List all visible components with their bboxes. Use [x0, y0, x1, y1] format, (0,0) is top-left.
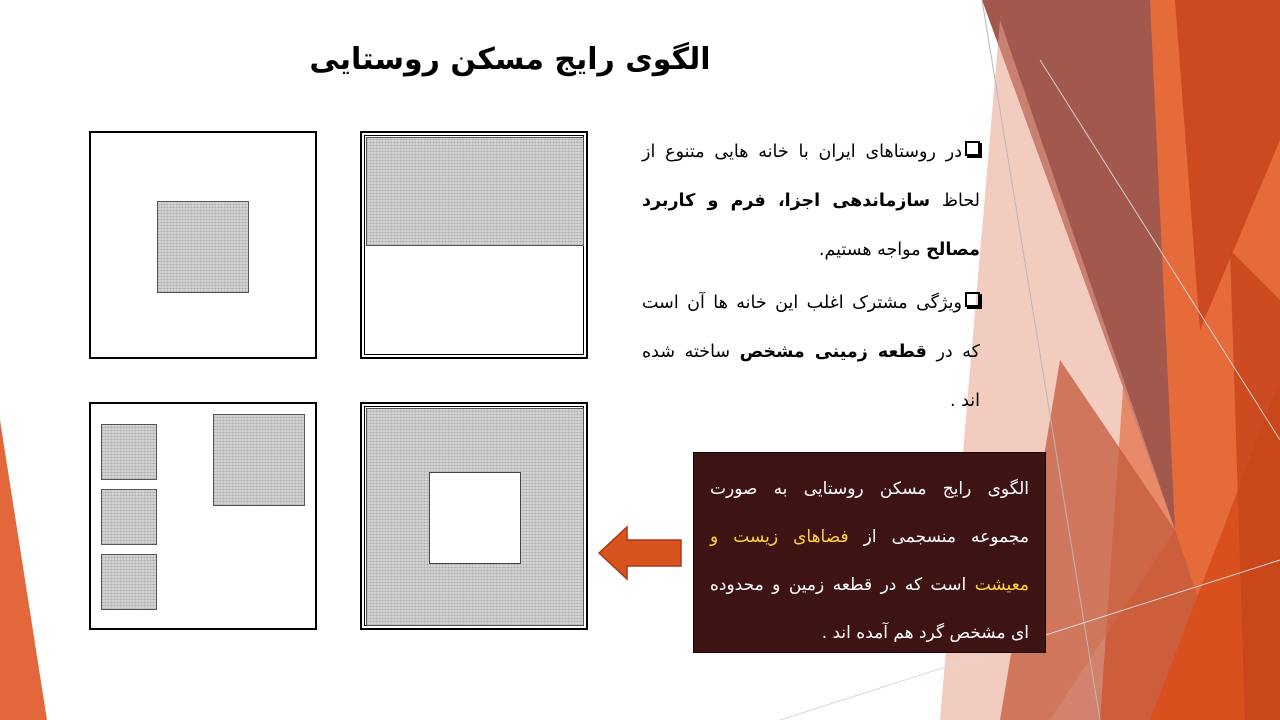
bullet-text: مواجه هستیم.: [818, 240, 927, 260]
built-area: [101, 554, 157, 610]
diagram-central-building: [89, 131, 317, 359]
bullet-emphasis: سازماندهی اجزا، فرم و کاربرد مصالح: [642, 191, 980, 260]
built-area: [157, 201, 249, 293]
bullet-text: ساخته شده اند .: [642, 342, 980, 411]
left-arrow-icon: [597, 525, 685, 581]
checkbox-square-icon: [965, 141, 980, 156]
bullet-item: [642, 279, 980, 426]
bullet-emphasis: قطعه زمینی مشخص: [739, 342, 927, 362]
courtyard: [429, 472, 521, 564]
built-area: [366, 137, 584, 246]
callout-box: [693, 452, 1046, 653]
callout-text: الگوی رایج مسکن روستایی به صورت مجموعه منسجمی از: [710, 479, 1029, 547]
bullet-item: [642, 128, 980, 275]
bullet-list: [642, 128, 980, 426]
diagram-linear-building: [360, 131, 588, 359]
bullet-text: ویژگی مشترک اغلب این خانه ها آن است که در: [642, 293, 980, 362]
checkbox-square-icon: [965, 292, 980, 307]
callout-highlight: فضاهای زیست و معیشت: [710, 527, 1029, 595]
built-area: [101, 424, 157, 480]
built-area: [213, 414, 305, 506]
slide-title: الگوی رایج مسکن روستایی: [309, 42, 711, 77]
callout-text: است که در قطعه زمین و محدوده ای مشخص گرد هم آمده اند .: [710, 575, 1029, 643]
diagram-scattered-buildings: [89, 402, 317, 630]
left-accent-shape: [0, 420, 47, 720]
built-area: [101, 489, 157, 545]
bullet-text: در روستاهای ایران با خانه هایی متنوع از لحاظ: [642, 142, 980, 211]
diagram-courtyard-building: [360, 402, 588, 630]
